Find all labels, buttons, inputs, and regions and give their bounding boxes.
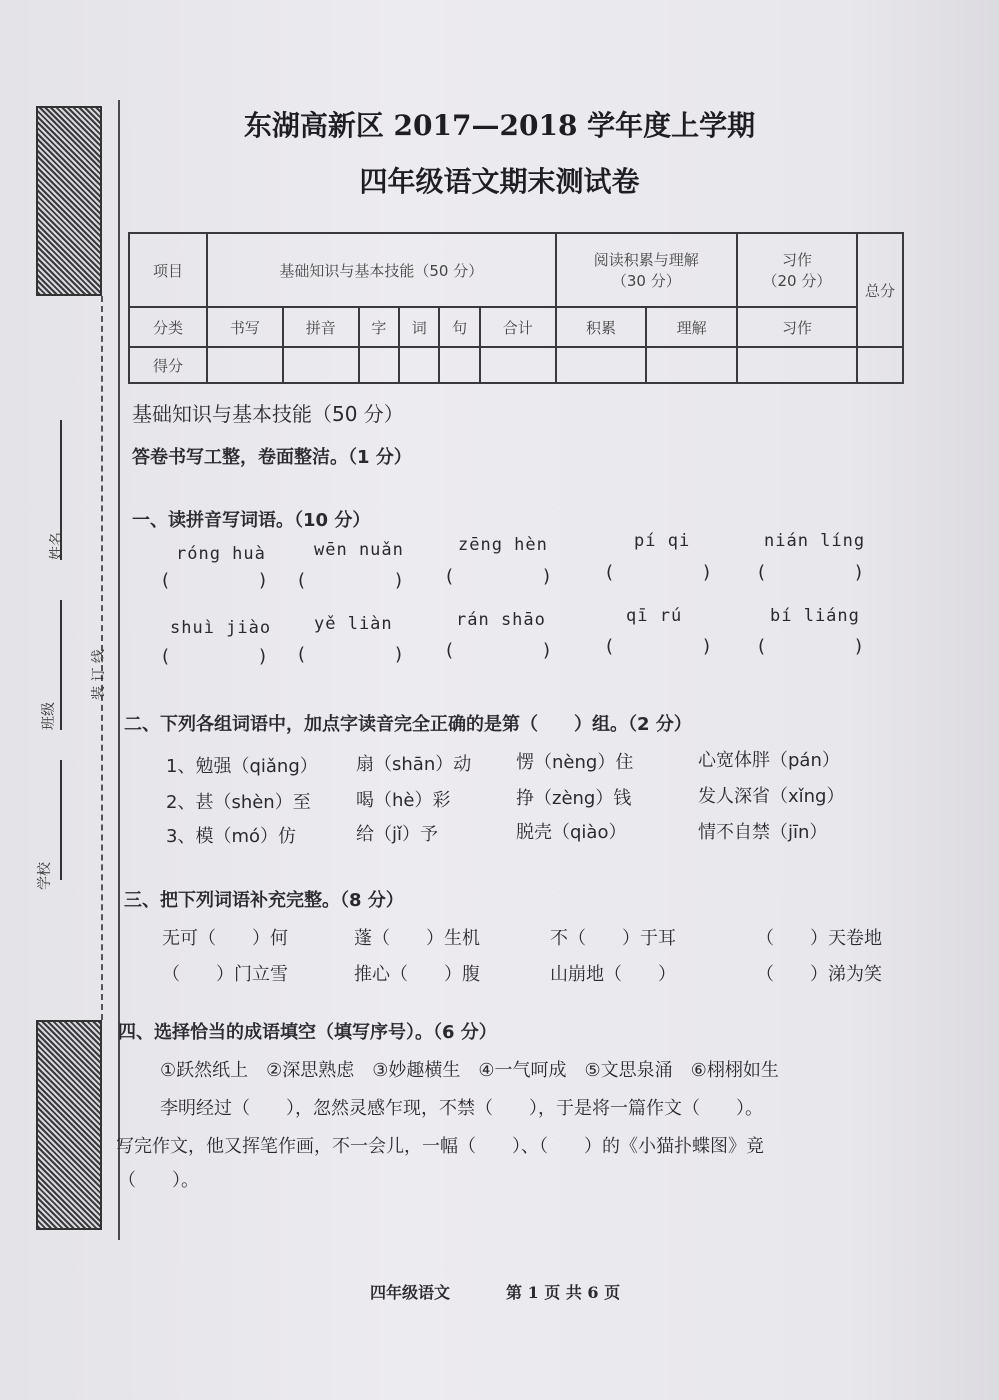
col-lijie: 理解 — [646, 307, 737, 347]
q2-row3-a: 3、模（mó）仿 — [166, 826, 296, 847]
q2-row3-b: 给（jǐ）予 — [356, 824, 439, 845]
col-heji: 合计 — [480, 307, 556, 347]
q3-row2-d: （ ）涕为笑 — [756, 964, 882, 985]
score-cell[interactable] — [283, 347, 359, 383]
binding-solid-line — [118, 100, 120, 1240]
q3-row1-b: 蓬（ ）生机 — [354, 928, 480, 949]
answer-box[interactable]: ( ) — [162, 646, 267, 667]
pinyin-5: nián líng — [764, 531, 866, 551]
q3-row1-c: 不（ ）于耳 — [550, 928, 676, 949]
school-label: 学校 — [37, 862, 53, 890]
q2-row2-d: 发人深省（xǐng） — [698, 786, 845, 807]
xizuo-header — [737, 233, 857, 307]
section4-heading: 四、选择恰当的成语填空（填写序号）。（6 分） — [118, 1022, 497, 1043]
q4-para2: 写完作文，他又挥笔作画，不一会儿，一幅（ ）、（ ）的《小猫扑蝶图》竟 — [116, 1136, 764, 1157]
score-cell[interactable] — [359, 347, 399, 383]
section2-heading: 二、下列各组词语中，加点字读音完全正确的是第（ ）组。（2 分） — [124, 714, 692, 735]
score-label: 得分 — [129, 347, 207, 383]
name-label: 姓名 — [49, 532, 65, 560]
answer-box[interactable]: ( ) — [298, 644, 403, 665]
footer-page: 第 1 页 共 6 页 — [506, 1283, 621, 1302]
pinyin-10: bí liáng — [770, 606, 860, 626]
score-cell[interactable] — [439, 347, 479, 383]
pinyin-3: zēng hèn — [458, 535, 548, 555]
pinyin-8: rán shāo — [456, 610, 546, 630]
q3-row2-a: （ ）门立雪 — [162, 964, 288, 985]
section0-line: 答卷书写工整，卷面整洁。（1 分） — [132, 447, 412, 468]
answer-box[interactable]: ( ) — [758, 636, 863, 657]
q2-row2-c: 挣（zèng）钱 — [516, 788, 632, 809]
pinyin-9: qī rú — [626, 606, 683, 626]
score-cell[interactable] — [646, 347, 737, 383]
col-ju: 句 — [439, 307, 479, 347]
pinyin-2: wēn nuǎn — [314, 540, 404, 560]
q3-row2-c: 山崩地（ ） — [550, 964, 676, 985]
pinyin-1: róng huà — [176, 544, 266, 564]
xizuo-title: 习作 — [781, 251, 812, 269]
footer-subject: 四年级语文 — [370, 1283, 451, 1302]
pinyin-6: shuì jiào — [170, 618, 272, 638]
yuedu-title: 阅读积累与理解 — [593, 251, 699, 269]
score-cell[interactable] — [399, 347, 439, 383]
item-label: 项目 — [129, 233, 207, 307]
idiom-options: ①跃然纸上 ②深思熟虑 ③妙趣横生 ④一气呵成 ⑤文思泉涌 ⑥栩栩如生 — [160, 1060, 779, 1081]
col-jilei: 积累 — [556, 307, 647, 347]
col-shuxie: 书写 — [207, 307, 283, 347]
pinyin-4: pí qi — [634, 531, 691, 551]
score-cell[interactable] — [207, 347, 283, 383]
q3-row1-d: （ ）天卷地 — [756, 928, 882, 949]
score-cell[interactable] — [857, 347, 903, 383]
yuedu-header — [556, 233, 737, 307]
binding-hatch-bottom — [36, 1020, 102, 1230]
q3-row2-b: 推心（ ）腹 — [354, 964, 480, 985]
section1-heading: 一、读拼音写词语。（10 分） — [132, 510, 371, 531]
answer-box[interactable]: ( ) — [758, 562, 863, 583]
q2-row1-a: 1、勉强（qiǎng） — [166, 756, 318, 777]
q2-row3-d: 情不自禁（jīn） — [698, 822, 828, 843]
xizuo-score: （20 分） — [762, 272, 832, 290]
q4-para1: 李明经过（ ），忽然灵感乍现，不禁（ ），于是将一篇作文（ ）。 — [160, 1098, 763, 1119]
seal-line-label: 装 订 线 — [91, 649, 107, 700]
col-zi: 字 — [359, 307, 399, 347]
exam-title: 东湖高新区 2017—2018 学年度上学期 — [243, 109, 756, 142]
answer-box[interactable]: ( ) — [298, 570, 403, 591]
score-table — [128, 232, 904, 384]
q2-row1-d: 心宽体胖（pán） — [698, 750, 840, 771]
q2-row3-c: 脱壳（qiào） — [516, 822, 627, 843]
answer-box[interactable]: ( ) — [606, 636, 711, 657]
class-label: 班级 — [41, 702, 57, 730]
answer-box[interactable]: ( ) — [446, 640, 551, 661]
q2-row1-c: 愣（nèng）住 — [516, 752, 634, 773]
pinyin-7: yě liàn — [314, 614, 393, 634]
answer-box[interactable]: ( ) — [606, 562, 711, 583]
q2-row1-b: 扇（shān）动 — [356, 754, 472, 775]
q4-para3: （ ）。 — [118, 1170, 199, 1191]
col-pinyin: 拼音 — [283, 307, 359, 347]
score-cell[interactable] — [737, 347, 857, 383]
answer-box[interactable]: ( ) — [162, 570, 267, 591]
yuedu-score: （30 分） — [611, 272, 681, 290]
jichu-header: 基础知识与基本技能（50 分） — [207, 233, 556, 307]
total-header: 总分 — [857, 233, 903, 347]
col-xizuo: 习作 — [737, 307, 857, 347]
q2-row2-a: 2、甚（shèn）至 — [166, 792, 311, 813]
school-underline — [60, 760, 62, 880]
score-cell[interactable] — [556, 347, 647, 383]
score-cell[interactable] — [480, 347, 556, 383]
q3-row1-a: 无可（ ）何 — [162, 928, 288, 949]
section3-heading: 三、把下列词语补充完整。（8 分） — [124, 890, 404, 911]
class-underline — [60, 600, 62, 730]
category-label: 分类 — [129, 307, 207, 347]
exam-subtitle: 四年级语文期末测试卷 — [359, 165, 640, 198]
q2-row2-b: 喝（hè）彩 — [356, 790, 451, 811]
section0-heading: 基础知识与基本技能（50 分） — [132, 402, 404, 426]
col-ci: 词 — [399, 307, 439, 347]
answer-box[interactable]: ( ) — [446, 566, 551, 587]
